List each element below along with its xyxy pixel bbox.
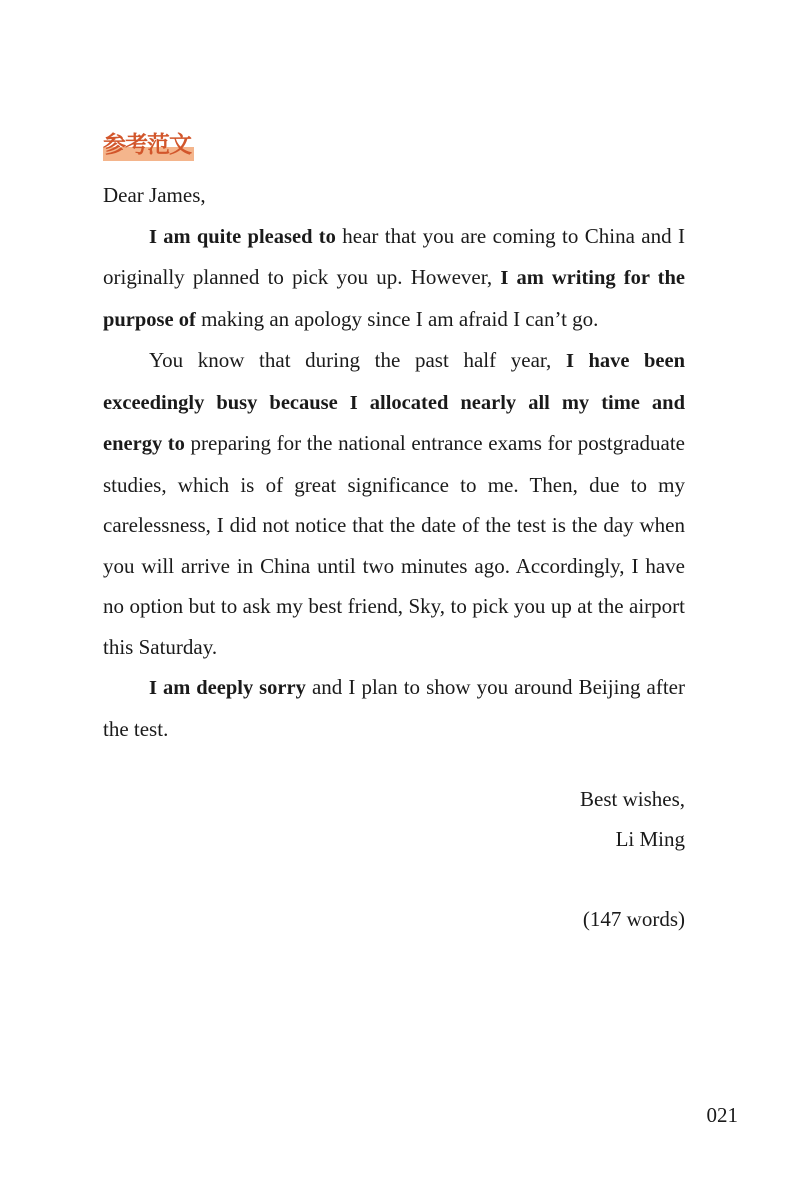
paragraph-1 bbox=[103, 216, 685, 341]
word-count: (147 words) bbox=[582, 907, 685, 931]
paragraph-text: preparing for the national entrance exams for postgraduate studies, which is of great significance to me. Then, due to my carelessness, I did not notice that the date of the test is the day when you will arrive in China until two minutes ago. Accordingly, I have no option but to ask my best friend, Sky, to pick you up at the airport this Saturday. bbox=[103, 431, 685, 659]
closing: Best wishes, bbox=[580, 787, 685, 811]
section-heading: 参考范文 bbox=[103, 126, 194, 161]
salutation: Dear James, bbox=[103, 183, 206, 207]
paragraph-text: making an apology since I am afraid I can’t go. bbox=[195, 306, 599, 331]
paragraph-text: You know that during the past half year, bbox=[149, 348, 566, 372]
page-number: 021 bbox=[706, 1103, 738, 1127]
paragraph-3 bbox=[103, 667, 685, 749]
key-phrase: I have been exceedingly busy because I allocated nearly all my time and energy to bbox=[103, 350, 685, 455]
key-phrase: I am quite pleased to bbox=[149, 225, 336, 248]
key-phrase: I am writing for the purpose of bbox=[103, 267, 685, 331]
signature: Li Ming bbox=[615, 827, 685, 851]
letter-body bbox=[103, 175, 685, 749]
paragraph-text: hear that you are coming to China and I originally planned to pick you up. However, bbox=[103, 223, 686, 289]
paragraph-2 bbox=[103, 340, 685, 667]
key-phrase: I am deeply sorry bbox=[149, 677, 306, 699]
paragraph-text: and I plan to show you around Beijing after the test. bbox=[103, 675, 685, 741]
